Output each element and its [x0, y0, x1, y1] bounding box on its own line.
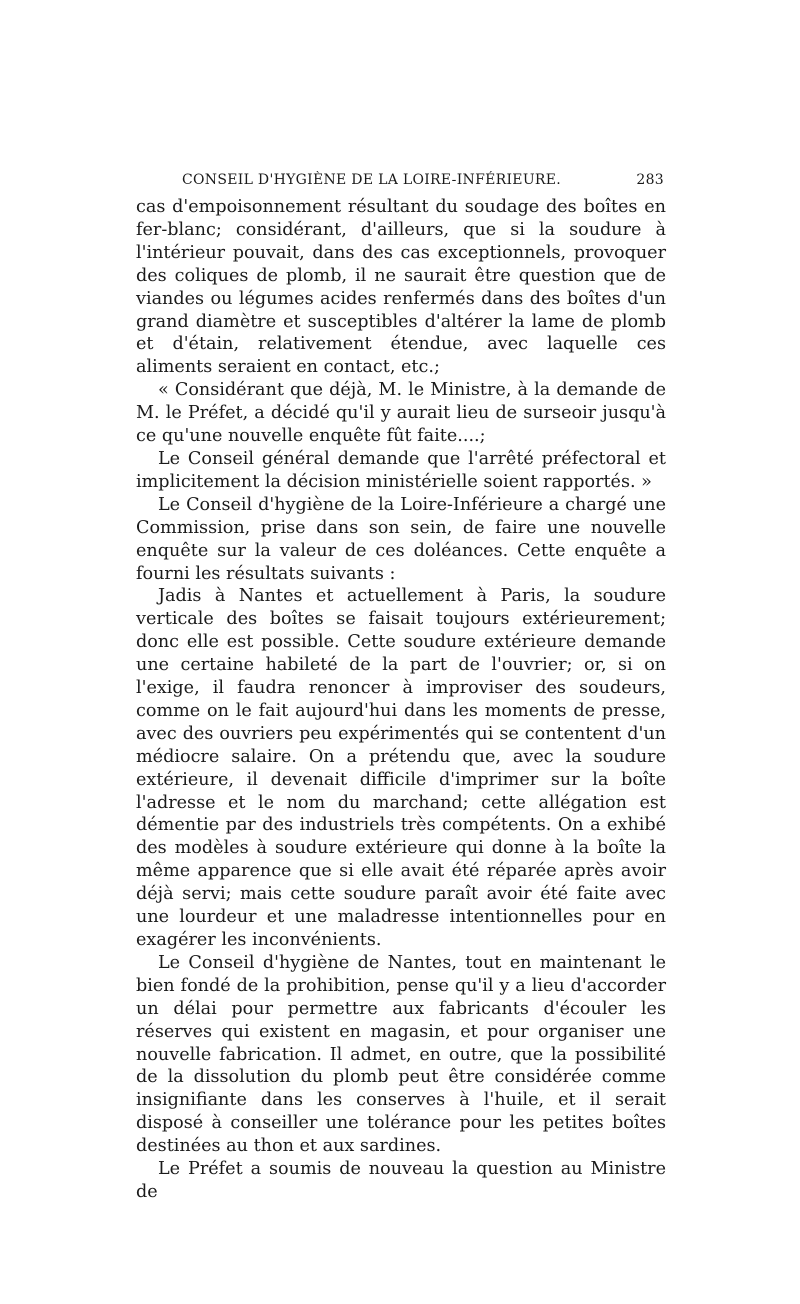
running-header — [182, 172, 664, 196]
paragraph-conseil-general: Le Conseil général demande que l'arrêté préfectoral et implicitement la décision ministérielle soient rapportés. » — [136, 448, 666, 492]
page-number: 283 — [636, 172, 664, 188]
paragraph-jadis-nantes: Jadis à Nantes et actuellement à Paris, la soudure verticale des boîtes se faisait toujours extérieurement; donc elle est possible. Cette soudure extérieure demande une certaine habileté de la part de l'ouvrier; or, si on l'exige, il faudra renoncer à improviser des soudeurs, comme on le fait aujourd'hui dans les moments de presse, avec des ouvriers peu expérimentés qui se contentent d'un médiocre salaire. On a prétendu que, avec la soudure extérieure, il devenait difficile d'imprimer sur la boîte l'adresse et le nom du marchand; cette allégation est démentie par des industriels très compétents. On a exhibé des modèles à soudure extérieure qui donne à la boîte la même apparence que si elle avait été réparée après avoir déjà servi; mais cette soudure paraît avoir été faite avec une lourdeur et une maladresse intentionnelles pour en exagérer les inconvénients. — [136, 586, 666, 950]
paragraph-commission: Le Conseil d'hygiène de la Loire-Inférieure a chargé une Commission, prise dans son sein, de faire une nouvelle enquête sur la valeur de ces doléances. Cette enquête a fourni les résultats suivants : — [136, 494, 666, 584]
running-title: CONSEIL D'HYGIÈNE DE LA LOIRE-INFÉRIEURE. — [182, 172, 562, 188]
paragraph-quote-considerant: « Considérant que déjà, M. le Ministre, à la demande de M. le Préfet, a décidé qu'il y aurait lieu de surseoir jusqu'à ce qu'une nouvelle enquête fût faite....; — [136, 380, 666, 447]
paragraph-prefet: Le Préfet a soumis de nouveau la question au Ministre de — [136, 1159, 666, 1202]
paragraph-continuation: cas d'empoisonnement résultant du soudage des boîtes en fer-blanc; considérant, d'ailleurs, que si la soudure à l'intérieur pouvait, dans des cas exceptionnels, provoquer des coliques de plomb, il ne saurait être question que de viandes ou légumes acides renfermés dans des boîtes d'un grand diamètre et susceptibles d'altérer la lame de plomb et d'étain, relativement étendue, avec laquelle ces aliments seraient en contact, etc.; — [136, 197, 666, 378]
paragraph-conseil-nantes: Le Conseil d'hygiène de Nantes, tout en maintenant le bien fondé de la prohibition, pense qu'il y a lieu d'accorder un délai pour permettre aux fabricants d'écouler les réserves qui existent en magasin, et pour organiser une nouvelle fabrication. Il admet, en outre, que la possibilité de la dissolution du plomb peut être considérée comme insignifiante dans les conserves à l'huile, et il serait disposé à conseiller une tolérance pour les petites boîtes destinées au thon et aux sardines. — [136, 952, 666, 1157]
book-page — [136, 172, 666, 1204]
body-text — [136, 196, 666, 1204]
